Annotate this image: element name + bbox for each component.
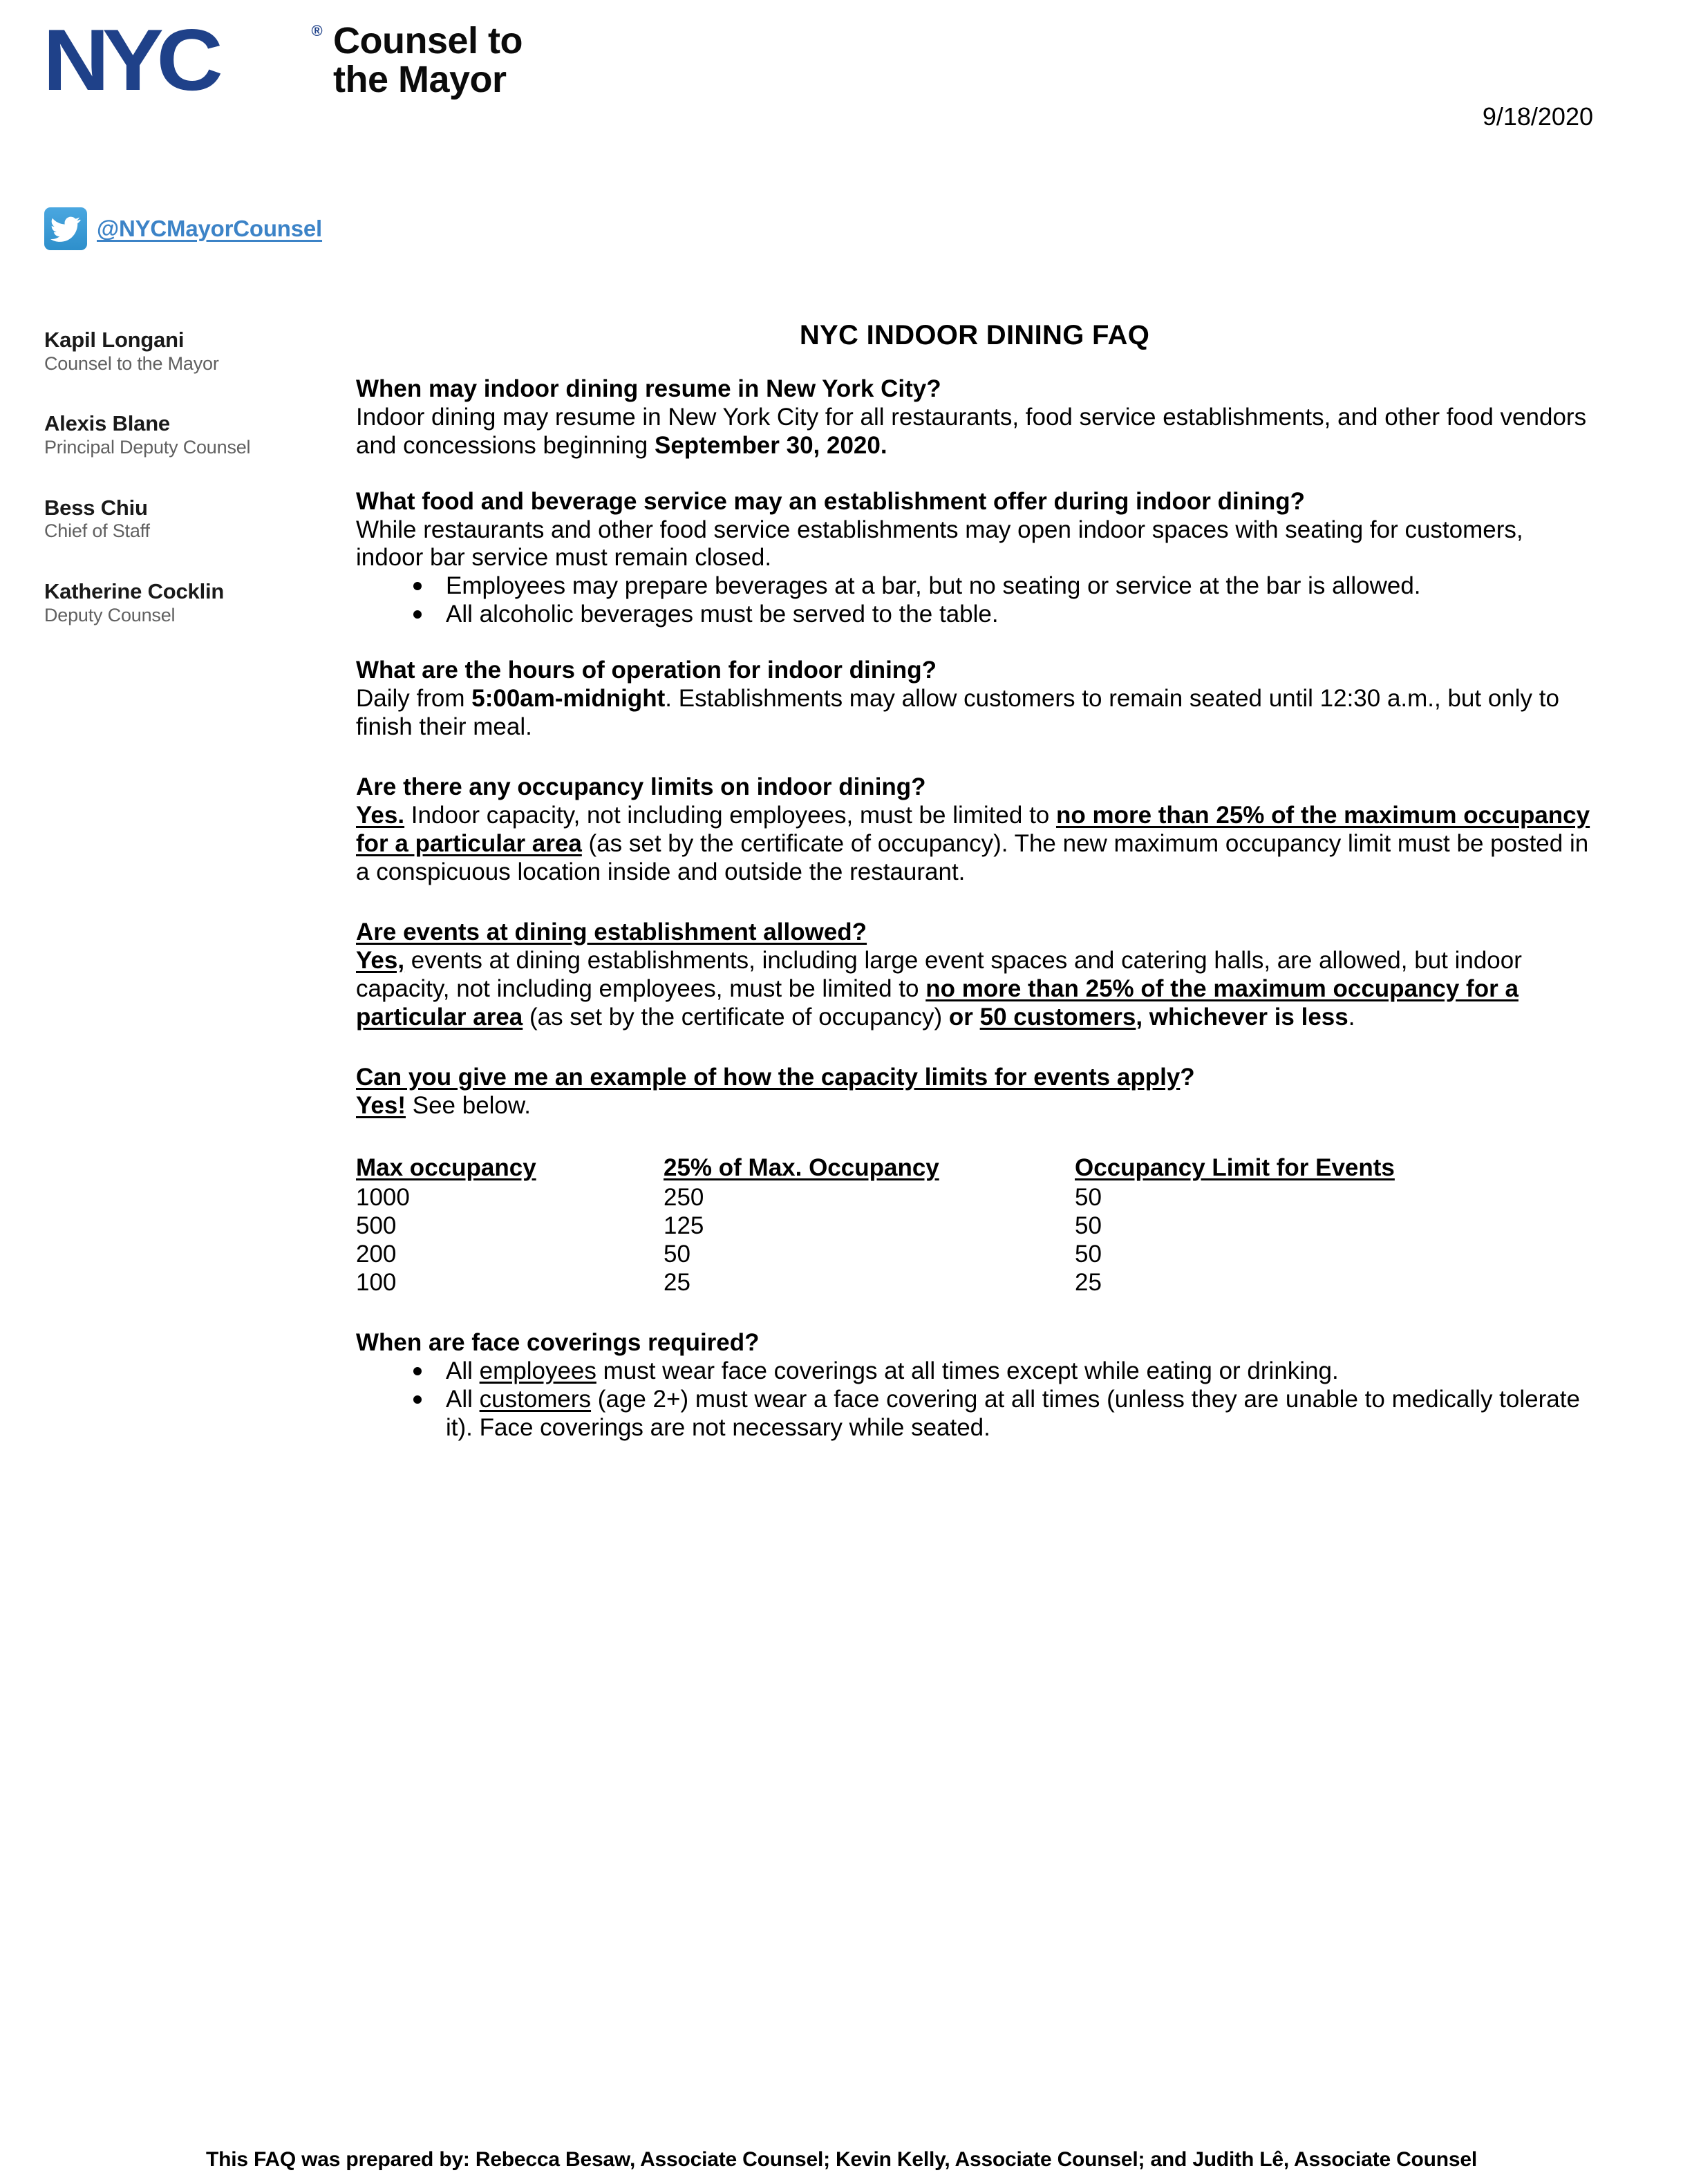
table-row	[356, 1184, 1462, 1212]
document-footer: This FAQ was prepared by: Rebecca Besaw, Associate Counsel; Kevin Kelly, Associate Counsel; and Judith Lê, Associate Counsel	[205, 2148, 1478, 2171]
section-spacer	[356, 460, 1593, 488]
list-item	[356, 572, 1593, 601]
list-item-text-underlined: customers	[479, 1386, 592, 1413]
answer-text: Daily from	[356, 685, 472, 713]
page-title: NYC INDOOR DINING FAQ	[799, 320, 1150, 350]
faq-question: Are events at dining establishment allowed?	[356, 918, 867, 945]
answer-text: See below.	[406, 1091, 531, 1119]
faq-bullet-list	[356, 1357, 1593, 1442]
answer-emphasis: September 30, 2020.	[654, 431, 887, 459]
bullet-icon	[413, 1395, 422, 1404]
logo-subtitle-line1: Counsel to	[333, 19, 523, 62]
answer-emphasis: no more than 25% of the maximum occupancy for a particular area	[356, 802, 1590, 857]
cell-25-percent: 125	[664, 1212, 704, 1240]
cell-25-percent: 50	[664, 1241, 690, 1268]
cell-25-percent: 25	[664, 1269, 690, 1297]
cell-max-occupancy: 200	[356, 1241, 397, 1268]
section-spacer	[356, 887, 1593, 919]
faq-answer: While restaurants and other food service establishments may open indoor spaces with seating for customers, indoor bar service must remain closed.	[356, 516, 1523, 572]
answer-yes: Yes!	[356, 1091, 406, 1119]
answer-text: Indoor capacity, not including employees, must be limited to	[404, 802, 1056, 829]
staff-name: Katherine Cocklin	[44, 579, 225, 604]
list-item-text-post: must wear face coverings at all times except while eating or drinking.	[596, 1357, 1339, 1385]
faq-answer	[356, 404, 1593, 460]
faq-bullet-list	[356, 572, 1593, 629]
capacity-example-table	[356, 1154, 1462, 1297]
list-item-text-underlined: employees	[479, 1357, 596, 1385]
faq-question: When may indoor dining resume in New York City?	[356, 375, 941, 402]
nyc-counsel-logo	[43, 11, 523, 109]
faq-question: What are the hours of operation for indoor dining?	[356, 657, 937, 684]
document-header	[0, 0, 1683, 159]
faq-item-hours	[356, 657, 1593, 742]
bullet-icon	[413, 582, 422, 590]
staff-entry	[44, 496, 335, 543]
answer-text-cont: (as set by the certificate of occupancy). The new maximum occupancy limit must be posted in a conspicuous location inside and outside the restaurant.	[356, 829, 1589, 885]
staff-entry	[44, 411, 335, 458]
answer-or: or	[948, 1003, 980, 1030]
answer-whichever: , whichever is less	[1136, 1003, 1348, 1030]
faq-answer	[356, 802, 1593, 887]
faq-answer	[356, 1092, 1593, 1120]
logo-subtitle-line2: the Mayor	[333, 59, 507, 100]
faq-question	[356, 1064, 1593, 1092]
faq-item-occupancy-limits	[356, 773, 1593, 887]
cell-max-occupancy: 100	[356, 1269, 397, 1297]
faq-content	[356, 319, 1593, 1442]
twitter-icon	[44, 207, 87, 250]
list-item-text: All alcoholic beverages must be served to the table.	[446, 601, 999, 628]
faq-item-capacity-example	[356, 1064, 1593, 1120]
answer-emphasis: 5:00am-midnight	[471, 685, 666, 713]
list-item-text: Employees may prepare beverages at a bar, but no seating or service at the bar is allowed.	[446, 572, 1421, 600]
section-spacer	[356, 629, 1593, 657]
bullet-icon	[413, 610, 422, 619]
document-date: 9/18/2020	[1482, 102, 1593, 131]
column-header-event-limit: Occupancy Limit for Events	[1075, 1154, 1395, 1182]
cell-max-occupancy: 500	[356, 1212, 397, 1240]
nyc-logo-icon	[43, 11, 323, 109]
faq-item-resume-date	[356, 375, 1593, 460]
list-item-text-pre: All	[446, 1357, 480, 1385]
answer-text: events at dining establishments, including large event spaces and catering halls, are allowed, but indoor capacity, not including employees, must be limited to	[356, 946, 1522, 1002]
cell-event-limit: 50	[1075, 1212, 1102, 1240]
staff-entry	[44, 579, 335, 626]
faq-answer	[356, 947, 1593, 1032]
section-spacer	[356, 1297, 1593, 1329]
faq-answer	[356, 685, 1593, 742]
list-item-text-post: (age 2+) must wear a face covering at all times (unless they are unable to medically tolerate it). Face coverings are not necessary while seated.	[446, 1386, 1580, 1442]
answer-text-cont: . Establishments may allow customers to remain seated until 12:30 a.m., but only to finish their meal.	[356, 685, 1559, 741]
cell-25-percent: 250	[664, 1184, 704, 1212]
answer-text-cont: (as set by the certificate of occupancy)	[523, 1003, 949, 1030]
cell-max-occupancy: 1000	[356, 1184, 410, 1212]
faq-question: What food and beverage service may an establishment offer during indoor dining?	[356, 487, 1305, 515]
section-spacer	[356, 742, 1593, 773]
answer-period: .	[1348, 1003, 1355, 1030]
staff-title: Principal Deputy Counsel	[44, 437, 251, 458]
cell-event-limit: 50	[1075, 1241, 1102, 1268]
table-row	[356, 1241, 1462, 1269]
faq-question: When are face coverings required?	[356, 1329, 760, 1357]
cell-event-limit: 50	[1075, 1184, 1102, 1212]
table-row	[356, 1212, 1462, 1241]
faq-question: Are there any occupancy limits on indoor dining?	[356, 773, 926, 801]
list-item	[356, 1357, 1593, 1386]
staff-name: Alexis Blane	[44, 411, 170, 436]
staff-title: Deputy Counsel	[44, 604, 176, 625]
answer-text: Indoor dining may resume in New York City for all restaurants, food service establishments, and other food vendors and concessions beginning	[356, 403, 1587, 459]
staff-sidebar	[44, 328, 335, 627]
list-item-text-pre: All	[446, 1386, 480, 1413]
answer-yes: Yes,	[356, 946, 405, 974]
logo-subtitle	[333, 21, 523, 99]
cell-event-limit: 25	[1075, 1269, 1102, 1297]
faq-question-tail: ?	[1180, 1063, 1195, 1091]
answer-yes: Yes.	[356, 802, 405, 829]
section-spacer	[356, 1032, 1593, 1064]
table-row	[356, 1269, 1462, 1297]
twitter-handle-row[interactable]	[44, 207, 322, 250]
column-header-max-occupancy: Max occupancy	[356, 1154, 536, 1182]
list-item	[356, 601, 1593, 629]
staff-name: Bess Chiu	[44, 495, 148, 520]
bullet-icon	[413, 1367, 422, 1375]
faq-item-face-coverings	[356, 1329, 1593, 1442]
staff-title: Chief of Staff	[44, 520, 150, 542]
column-header-25-percent: 25% of Max. Occupancy	[664, 1154, 939, 1182]
registered-trademark-icon: ®	[311, 22, 323, 39]
list-item	[356, 1386, 1593, 1442]
staff-entry	[44, 328, 335, 375]
faq-item-food-beverage-service	[356, 488, 1593, 630]
staff-name: Kapil Longani	[44, 328, 185, 352]
table-header-row	[356, 1154, 1462, 1184]
faq-question-underlined: Can you give me an example of how the capacity limits for events apply	[356, 1063, 1181, 1091]
faq-item-events	[356, 919, 1593, 1032]
twitter-handle-link[interactable]: @NYCMayorCounsel	[97, 216, 323, 241]
answer-emphasis-1: no more than 25% of the maximum occupancy for a particular area	[356, 975, 1519, 1030]
answer-emphasis-2: 50 customers	[979, 1003, 1136, 1030]
section-spacer	[356, 1120, 1593, 1151]
staff-title: Counsel to the Mayor	[44, 352, 219, 374]
nyc-logo-text: NYC	[43, 11, 216, 109]
